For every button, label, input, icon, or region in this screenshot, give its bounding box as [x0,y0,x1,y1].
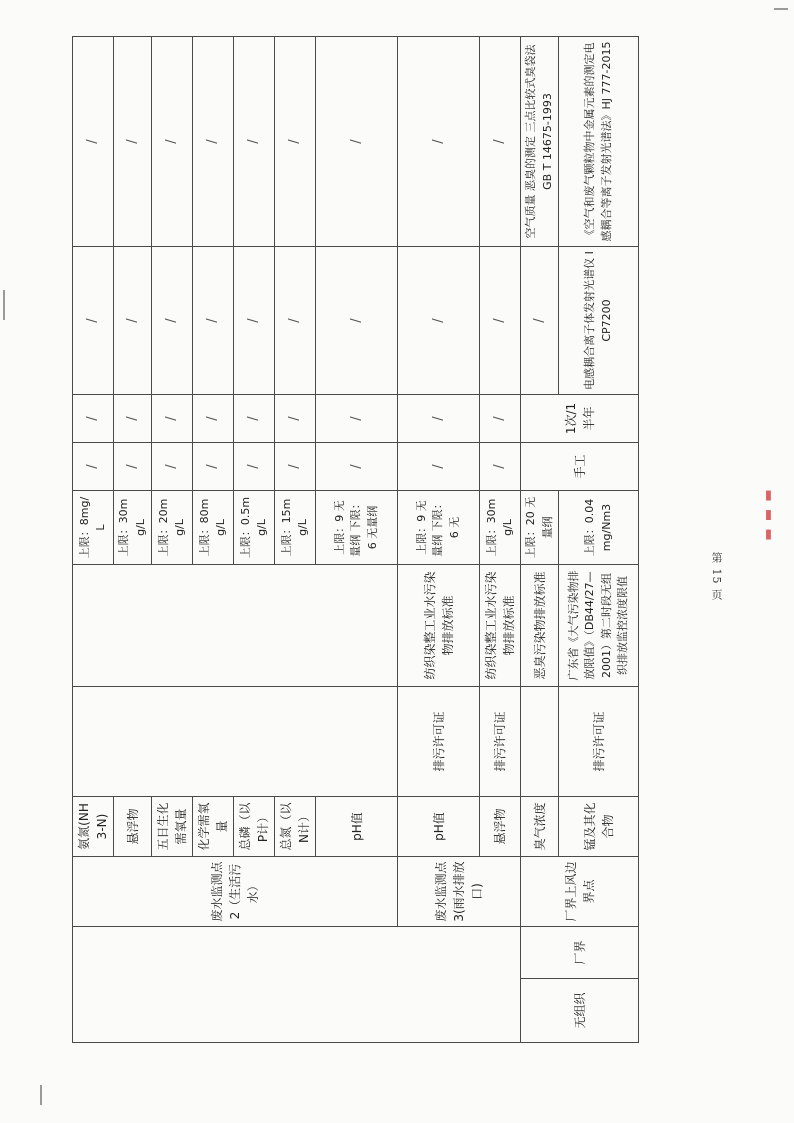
table-cell: 手工 [521,443,639,491]
table-cell: / [193,37,234,247]
table-cell: / [114,37,152,247]
table-cell: / [234,37,275,247]
table-cell: 废水监测点3(雨水排放口) [398,857,521,927]
table-cell: / [275,395,316,443]
table-cell [73,565,398,687]
table-cell: 广东省《大气污染物排放限值》（DB44/27—2001）第二时段无组织排放监控浓度限值 [559,565,639,687]
table-cell: / [398,395,480,443]
table-cell: 厂界上风边界点 [521,857,639,927]
table-cell: / [480,247,521,395]
table-cell: 排污许可证 [398,687,480,797]
table-cell: 无组织 [521,979,639,1043]
scan-mark [3,290,5,320]
table-cell: 上限：0.5mg/L [234,491,275,565]
table-cell: pH值 [398,797,480,857]
table-cell: 上限：30mg/L [480,491,521,565]
table-cell: 上限：0.04mg/Nm3 [559,491,639,565]
table-cell: / [114,247,152,395]
table-cell: / [398,37,480,247]
table-cell: / [480,395,521,443]
table-cell: / [275,443,316,491]
table-cell: 臭气浓度 [521,797,559,857]
scan-mark [40,1085,42,1105]
table-cell: 上限：30mg/L [114,491,152,565]
table-cell: pH值 [316,797,398,857]
table-cell: 上限：15mg/L [275,491,316,565]
table-cell: 上限：8mg/L [73,491,114,565]
table-cell [73,927,521,1043]
table-cell: 上限：9 无量纲 下限：6 无 [398,491,480,565]
table-cell: / [73,37,114,247]
table-cell: / [193,395,234,443]
table-row [73,37,114,1043]
table-cell: / [73,443,114,491]
table-cell: 上限：9 无量纲 下限：6 无量纲 [316,491,398,565]
table-cell: 电感耦合离子体发射光谱仪 ICP7200 [559,247,639,395]
table-cell: / [275,247,316,395]
table-cell: 化学需氧量 [193,797,234,857]
table-cell: / [398,443,480,491]
table-cell: / [398,247,480,395]
table-cell [521,687,559,797]
red-stamp-mark: ▮ ▮ ▮ [761,488,776,543]
table-cell: / [234,395,275,443]
page-number: 第 15 页 [710,552,723,601]
table-cell: 排污许可证 [559,687,639,797]
table-cell: 氨氮(NH3-N) [73,797,114,857]
table-cell: / [234,443,275,491]
table-cell: / [152,247,193,395]
table-cell: / [316,395,398,443]
monitoring-table [72,36,639,1043]
table-cell: 1次/1半年 [521,395,639,443]
table-cell: 总磷（以P计） [234,797,275,857]
table-cell: / [193,247,234,395]
table-cell: / [114,443,152,491]
table-cell: / [152,37,193,247]
table-cell: / [73,395,114,443]
table-cell: 悬浮物 [114,797,152,857]
table-cell: / [316,443,398,491]
table-cell: / [152,395,193,443]
table-row [521,37,559,1043]
scan-mark [774,8,788,10]
table-cell: / [480,37,521,247]
table-cell: / [275,37,316,247]
table-cell: 纺织染整工业水污染物排放标准 [398,565,480,687]
table-cell [73,687,398,797]
table-cell: 空气质量 恶臭的测定 三点比较式臭袋法 GB T 14675-1993 [521,37,559,247]
table-cell: / [316,37,398,247]
table-cell: / [316,247,398,395]
table-cell: / [152,443,193,491]
table-cell: 废水监测点2（生活污水） [73,857,398,927]
table-cell: / [234,247,275,395]
table-cell: 锰及其化合物 [559,797,639,857]
table-cell: 纺织染整工业水污染物排放标准 [480,565,521,687]
table-cell: 《空气和废气颗粒物中金属元素的测定电感耦合等离子发射光谱法》HJ 777-2015 [559,37,639,247]
table-cell: / [73,247,114,395]
monitoring-table-rotated [72,37,629,1043]
table-cell: 上限：20mg/L [152,491,193,565]
table-row [398,37,480,1043]
table-cell: 悬浮物 [480,797,521,857]
table-cell: 上限：80mg/L [193,491,234,565]
table-cell: 恶臭污染物排放标准 [521,565,559,687]
table-cell: 厂界 [521,927,639,979]
table-cell: / [521,247,559,395]
table-cell: 排污许可证 [480,687,521,797]
table-cell: / [193,443,234,491]
table-cell: 总氮（以N计） [275,797,316,857]
table-cell: 五日生化需氧量 [152,797,193,857]
table-cell: 上限：20 无量纲 [521,491,559,565]
table-cell: / [114,395,152,443]
table-cell: / [480,443,521,491]
